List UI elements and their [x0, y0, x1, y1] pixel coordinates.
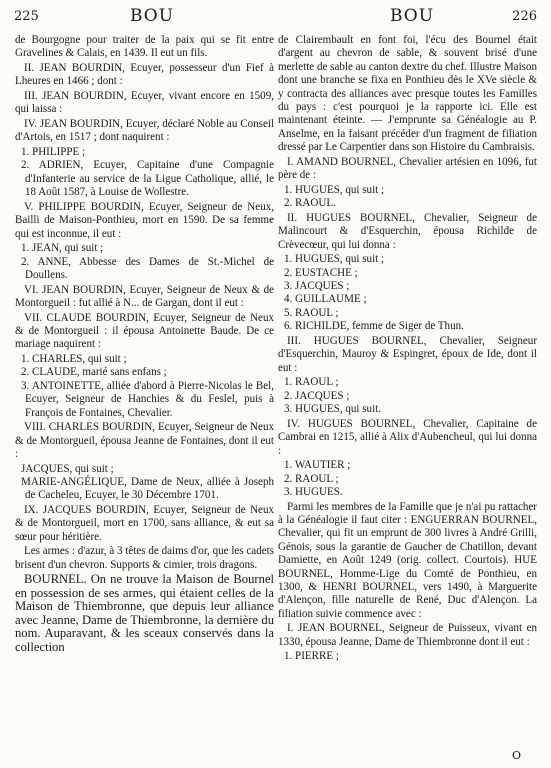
child-list	[278, 376, 537, 416]
paragraph: VIII. CHARLES BOURDIN, Ecuyer, Seigneur de Neux & de Montorgueil, épousa Jeanne de Fontaines, dont il eut :	[15, 421, 274, 461]
list-item: 3. HUGUES.	[284, 485, 343, 498]
list-item: 1. HUGUES, qui suit ;	[284, 253, 385, 266]
list-item: 2. RAOUL.	[284, 197, 336, 210]
list-item: 1. PIERRE ;	[284, 650, 339, 663]
list-item: 6. RICHILDE, femme de Siger de Thun.	[284, 320, 464, 333]
list-item: JACQUES, qui suit ;	[21, 462, 114, 475]
list-item: 1. HUGUES, qui suit ;	[284, 183, 385, 196]
list-item: 3. ANTOINETTE, alliée d'abord à Pierre-Nicolas le Bel, Ecuyer, Seigneur de Hanchies & du Feslel, puis à François de Fontaines, Chevalier.	[21, 379, 274, 419]
list-item: 1. JEAN, qui suit ;	[21, 242, 104, 255]
page-header	[0, 6, 551, 28]
list-item: 1. CHARLES, qui suit ;	[21, 353, 127, 366]
child-list	[278, 459, 537, 499]
list-item: 2. CLAUDE, marié sans enfans ;	[21, 366, 167, 379]
paragraph: V. PHILIPPE BOURDIN, Ecuyer, Seigneur de Neux, Bailli de Maison-Ponthieu, mort en 1590. De sa femme qui est inconnue, il eut :	[15, 200, 274, 240]
list-item: MARIE-ANGÉLIQUE, Dame de Neux, alliée à Joseph de Cacheleu, Ecuyer, le 30 Décembre 1701.	[21, 476, 274, 502]
list-item: 1. RAOUL ;	[284, 376, 339, 389]
paragraph: de Bourgogne pour traiter de la paix qui se fit entre Gravelines & Calais, en 1439. Il eut un fils.	[15, 34, 274, 60]
list-item: 1. WAUTIER ;	[284, 459, 351, 472]
list-item: 3. JACQUES ;	[284, 280, 350, 293]
paragraph: IX. JACQUES BOURDIN, Ecuyer, Seigneur de Neux & de Montorgueil, mort en 1700, sans alliance, & eut sa sœur pour héritière.	[15, 504, 274, 543]
list-item: 1. PHILIPPE ;	[21, 146, 86, 158]
left-running-title: BOU	[130, 6, 175, 26]
right-text-column	[278, 34, 537, 760]
child-list	[278, 184, 537, 211]
right-running-title: BOU	[390, 6, 435, 26]
paragraph: III. JEAN BOURDIN, Ecuyer, vivant encore en 1509, qui laissa :	[15, 90, 274, 116]
child-list	[15, 242, 274, 282]
paragraph: Les armes : d'azur, à 3 têtes de daims d'or, que les cadets brisent d'un chevron. Supports & cimier, trois dragons.	[15, 545, 274, 571]
paragraph: IV. JEAN BOURDIN, Ecuyer, déclaré Noble au Conseil d'Artois, en 1517 ; dont naquirent :	[15, 118, 274, 144]
paragraph: II. JEAN BOURDIN, Ecuyer, possesseur d'un Fief à Lheures en 1466 ; dont :	[15, 62, 274, 88]
paragraph: I. JEAN BOURNEL, Seigneur de Puisseux, vivant en 1330, épousa Jeanne, Dame de Thiembronne dont il eut :	[278, 622, 537, 648]
paragraph: VI. JEAN BOURDIN, Ecuyer, Seigneur de Neux & de Montorgueil : fut allié à N... de Gargan, dont il eut :	[15, 283, 274, 310]
list-item: 2. EUSTACHE ;	[284, 266, 358, 279]
left-page-number: 225	[14, 9, 39, 24]
child-list	[15, 146, 274, 200]
list-item: 2. ANNE, Abbesse des Dames de St.-Michel de Doullens.	[21, 255, 274, 282]
paragraph: IV. HUGUES BOURNEL, Chevalier, Capitaine de Cambrai en 1215, allié à Alix d'Aubencheul, qui lui donna :	[278, 417, 537, 457]
signature-mark: O	[511, 749, 521, 762]
paragraph: VII. CLAUDE BOURDIN, Ecuyer, Seigneur de Neux & de Montorgueil : il épousa Antoinette Baude. De ce mariage naquirent :	[15, 311, 274, 351]
list-item: 3. HUGUES, qui suit.	[284, 403, 381, 416]
list-item: 2. RAOUL ;	[284, 472, 339, 485]
paragraph: de Clairembault en font foi, l'écu des Bournel était d'argent au chevron de sable, & souvent brisé d'une merlette de sable au canton dextre du chef. Illustre Maison dont une branche se fixa en Ponthieu dès le XVe siècle & y contracta des alliances avec presque toutes les Familles du pays : c'est pourquoi je la rapporte ici. Elle est maintenant éteinte. — J'emprunte sa Généalogie au P. Anselme, en la faisant précéder d'un fragment de filiation dressé par Le Carpentier dans son Histoire du Cambraisis.	[278, 34, 537, 154]
child-list	[15, 463, 274, 503]
list-item: 2. ADRIEN, Ecuyer, Capitaine d'une Compagnie d'Infanterie au service de la Ligue Catholique, allié, le 18 Août 1587, à Louise de Wollestre.	[21, 159, 274, 199]
child-list	[15, 353, 274, 420]
paragraph: I. AMAND BOURNEL, Chevalier artésien en 1096, fut père de :	[278, 155, 537, 182]
list-item: 5. RAOUL ;	[284, 306, 339, 319]
paragraph: II. HUGUES BOURNEL, Chevalier, Seigneur de Malincourt & d'Esquerchin, épousa Richilde de Crèvecœur, qui lui donna :	[278, 211, 537, 251]
right-page-number: 226	[512, 9, 537, 24]
child-list	[278, 650, 537, 663]
list-item: 2. JACQUES ;	[284, 389, 350, 402]
paragraph: III. HUGUES BOURNEL, Chevalier, Seigneur d'Esquerchin, Mauroy & Espingret, époux de Ide, dont il eut :	[278, 334, 537, 374]
paragraph: Parmi les membres de la Famille que je n'ai pu rattacher à la Généalogie il faut citer : ENGUERRAN BOURNEL, Chevalier, qui fit un emprunt de 300 livres à André Grilli, Génois, sous la garantie de Gaucher de Chatillon, devant Damiette, en Août 1249 (orig. collect. Courtois). HUE BOURNEL, Homme-Lige du Comté de Ponthieu, en 1300, & HENRI BOURNEL, vers 1490, à Marguerite d'Alençon, fille naturelle de René, Duc d'Alençon. La filiation suivie commence avec :	[278, 500, 537, 620]
paragraph: BOURNEL. On ne trouve la Maison de Bournel en possession de ses armes, qui étaient celles de la Maison de Thiembronne, que depuis leur alliance avec Jeanne, Dame de Thiembronne, la dernière du nom. Auparavant, & les sceaux conservés dans la collection	[15, 572, 274, 654]
list-item: 4. GUILLAUME ;	[284, 293, 367, 306]
left-text-column	[15, 34, 274, 760]
child-list	[278, 253, 537, 333]
